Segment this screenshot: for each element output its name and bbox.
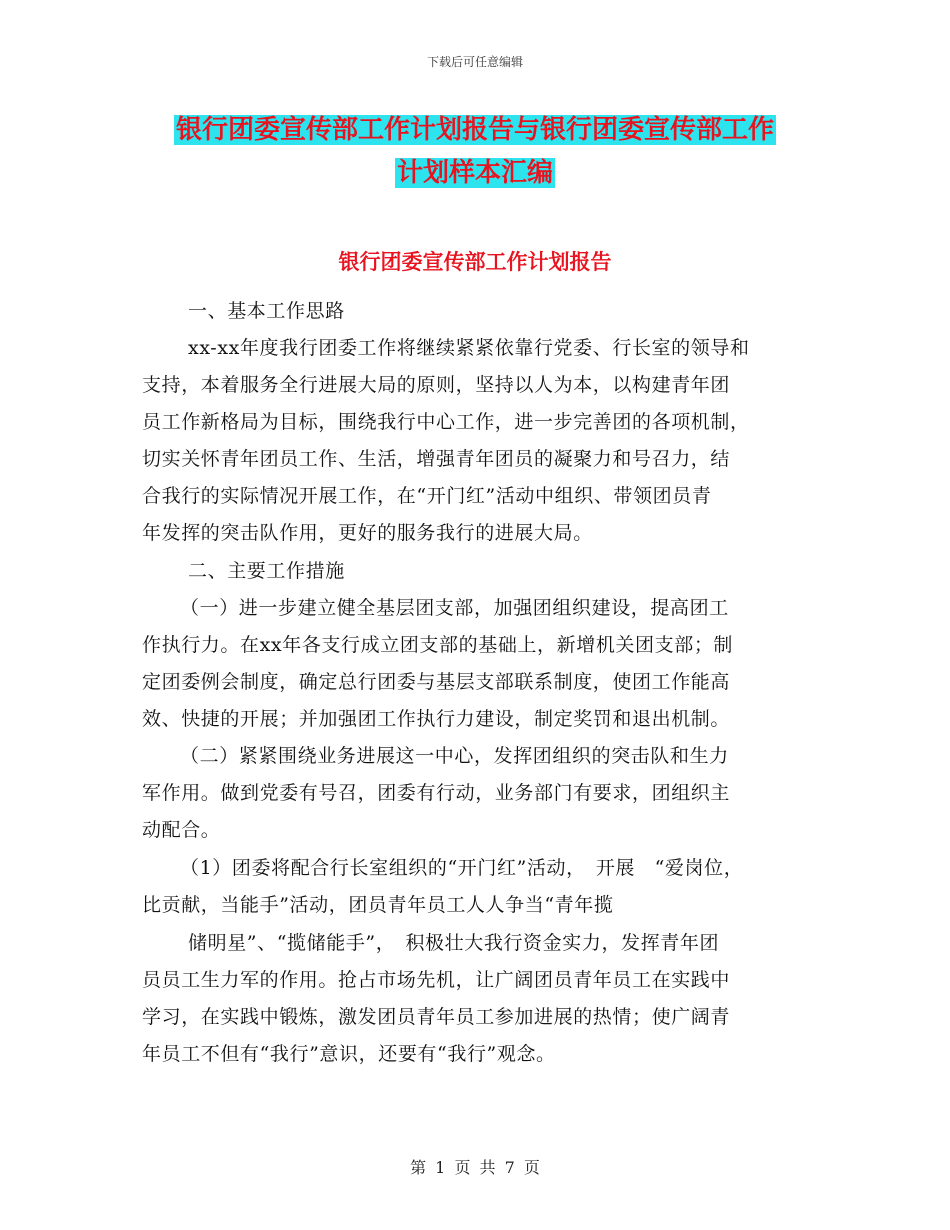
paragraph-line: （一）进一步建立健全基层团支部，加强团组织建设，提高团工 xyxy=(180,597,729,619)
paragraph-line: （二）紧紧围绕业务进展这一中心，发挥团组织的突击队和生力 xyxy=(180,745,729,767)
paragraph-line: 支持，本着服务全行进展大局的原则，坚持以人为本，以构建青年团 xyxy=(142,374,731,396)
paragraph-line: xx-xx年度我行团委工作将继续紧紧依靠行党委、行长室的领导和 xyxy=(188,337,750,359)
paragraph-line: （1）团委将配合行长室组织的“开门红”活动， 开展 “爱岗位， xyxy=(180,857,744,879)
header-note: 下载后可任意编辑 xyxy=(426,55,523,69)
paragraph-line: 员员工生力军的作用。抢占市场先机，让广阔团员青年员工在实践中 xyxy=(142,969,731,991)
paragraph-line: 动配合。 xyxy=(142,819,221,841)
paragraph-line: 合我行的实际情况开展工作，在“开门红”活动中组织、带领团员青 xyxy=(142,485,712,507)
document-title-line-1: 银行团委宣传部工作计划报告与银行团委宣传部工作 xyxy=(175,115,774,145)
paragraph-line: 学习，在实践中锻炼，激发团员青年员工参加进展的热情；使广阔青 xyxy=(142,1006,731,1028)
paragraph-line: 年员工不但有“我行”意识，还要有“我行”观念。 xyxy=(142,1043,556,1065)
paragraph-line: 定团委例会制度，确定总行团委与基层支部联系制度，使团工作能高 xyxy=(142,671,731,693)
section-title: 银行团委宣传部工作计划报告 xyxy=(338,249,612,274)
paragraph-line: 员工作新格局为目标，围绕我行中心工作，进一步完善团的各项机制， xyxy=(142,411,750,433)
paragraph-line: 效、快捷的开展；并加强团工作执行力建设，制定奖罚和退出机制。 xyxy=(142,708,731,730)
page-footer: 第 1 页 共 7 页 xyxy=(410,1158,540,1177)
paragraph-line: 储明星”、“揽储能手”， 积极壮大我行资金实力，发挥青年团 xyxy=(188,932,720,954)
document-title-line-2: 计划样本汇编 xyxy=(396,158,553,188)
paragraph-line: 比贡献，当能手”活动，团员青年员工人人争当“青年揽 xyxy=(142,894,614,916)
paragraph-line: 切实关怀青年团员工作、生活，增强青年团员的凝聚力和号召力，结 xyxy=(142,448,731,470)
paragraph-line: 作执行力。在xx年各支行成立团支部的基础上，新增机关团支部；制 xyxy=(142,634,734,656)
paragraph-line: 年发挥的突击队作用，更好的服务我行的进展大局。 xyxy=(142,522,593,544)
heading-main-measures: 二、主要工作措施 xyxy=(188,560,345,582)
heading-basic-approach: 一、基本工作思路 xyxy=(188,300,345,322)
paragraph-line: 军作用。做到党委有号召，团委有行动，业务部门有要求，团组织主 xyxy=(142,782,731,804)
